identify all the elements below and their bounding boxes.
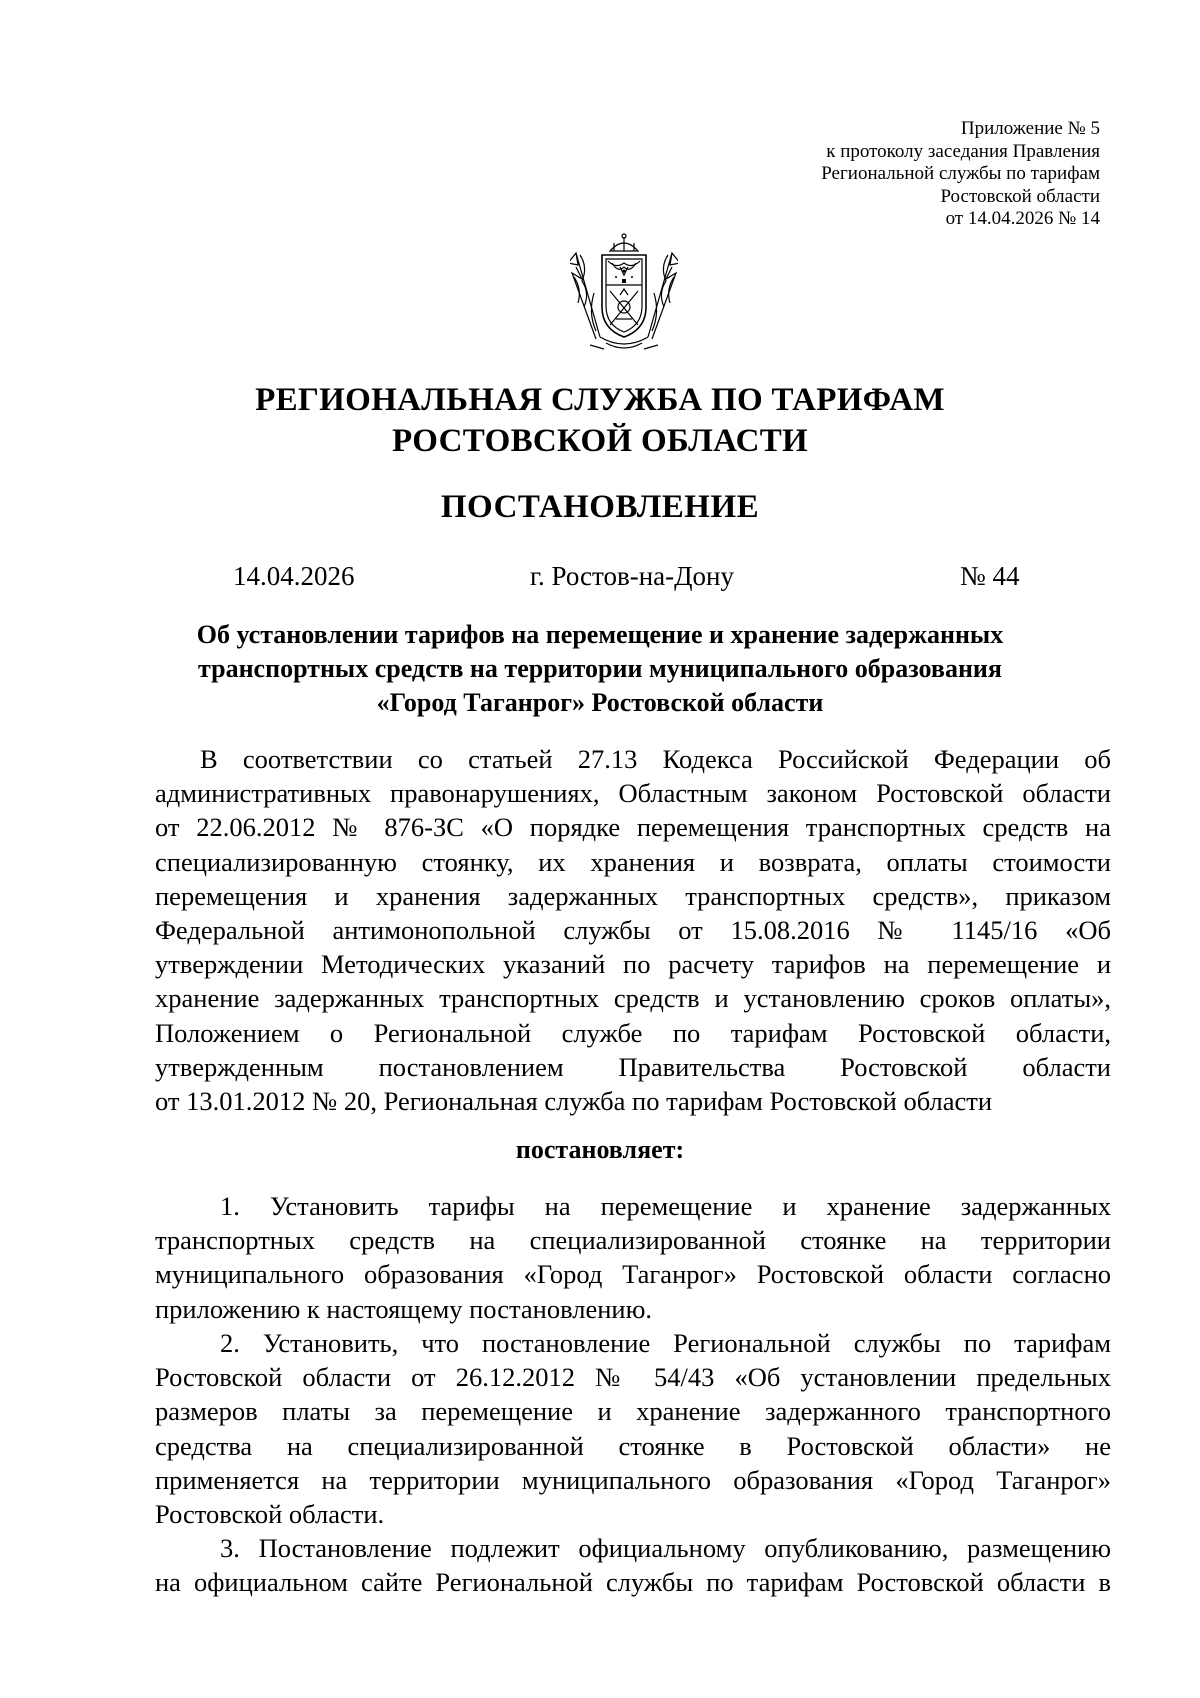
subject-line: транспортных средств на территории муниципального образования: [198, 654, 1002, 683]
text-line: Положением о Региональной службе по тарифам Ростовской области,: [155, 1017, 1111, 1048]
text-line: приложению к настоящему постановлению.: [155, 1293, 653, 1324]
appendix-block: [821, 118, 1100, 231]
text-line: утверждении Методических указаний по расчету тарифов на перемещение и: [155, 949, 1111, 980]
text-line: 2. Установить, что постановление Региональной службы по тарифам: [220, 1328, 1111, 1358]
text-line: от 13.01.2012 № 20, Региональная служба по тарифам Ростовской области: [155, 1086, 993, 1117]
text-line: Ростовской области.: [155, 1499, 385, 1530]
text-line: транспортных средств на специализированной стоянке на территории: [155, 1225, 1111, 1256]
document-subject: [0, 618, 1200, 720]
text-line: средства на специализированной стоянке в Ростовской области» не: [155, 1430, 1111, 1461]
text-line: специализированную стоянку, их хранения и возврата, оплаты стоимости: [155, 846, 1111, 877]
document-type: ПОСТАНОВЛЕНИЕ: [440, 489, 760, 525]
resolves-heading: постановляет:: [515, 1135, 685, 1164]
text-line: административных правонарушениях, Областным законом Ростовской области: [155, 778, 1111, 809]
text-line: утвержденным постановлением Правительства Ростовской области: [155, 1051, 1111, 1082]
text-line: 1. Установить тарифы на перемещение и хранение задержанных: [220, 1191, 1111, 1221]
subject-line: «Город Таганрог» Ростовской области: [376, 688, 824, 717]
document-date: 14.04.2026: [233, 561, 355, 591]
text-line: от 22.06.2012 № 876-ЗС «О порядке перемещения транспортных средств на: [155, 812, 1111, 843]
document-city: г. Ростов-на-Дону: [530, 561, 735, 591]
clause-3: [155, 1531, 1111, 1599]
clause-1: [155, 1189, 1111, 1326]
organization-name-line: РОСТОВСКОЙ ОБЛАСТИ: [392, 423, 808, 459]
document-meta-line: [0, 558, 1200, 594]
appendix-line: от 14.04.2026 № 14: [945, 208, 1100, 229]
text-line: В соответствии со статьей 27.13 Кодекса Российской Федерации об: [200, 744, 1111, 774]
document-number: № 44: [960, 561, 1020, 591]
text-line: 3. Постановление подлежит официальному опубликованию, размещению: [220, 1533, 1111, 1563]
text-line: Ростовской области от 26.12.2012 № 54/43 «Об установлении предельных: [155, 1362, 1111, 1393]
appendix-line: Приложение № 5: [960, 118, 1100, 139]
appendix-line: Региональной службы по тарифам: [821, 163, 1100, 184]
text-line: применяется на территории муниципального образования «Город Таганрог»: [155, 1464, 1111, 1495]
text-line: размеров платы за перемещение и хранение задержанного транспортного: [155, 1396, 1111, 1427]
coat-of-arms-icon: [570, 233, 678, 355]
clause-2: [155, 1326, 1111, 1531]
appendix-line: к протоколу заседания Правления: [826, 140, 1100, 162]
preamble-paragraph: [155, 742, 1111, 1118]
organization-name-line: РЕГИОНАЛЬНАЯ СЛУЖБА ПО ТАРИФАМ: [255, 382, 945, 418]
text-line: хранение задержанных транспортных средств и установлению сроков оплаты»,: [155, 983, 1111, 1014]
text-line: перемещения и хранения задержанных транспортных средств», приказом: [155, 880, 1111, 911]
organization-name: [0, 380, 1200, 462]
text-line: Федеральной антимонопольной службы от 15.08.2016 № 1145/16 «Об: [155, 915, 1111, 946]
text-line: муниципального образования «Город Таганрог» Ростовской области согласно: [155, 1259, 1111, 1290]
text-line: на официальном сайте Региональной службы по тарифам Ростовской области в: [155, 1567, 1111, 1598]
subject-line: Об установлении тарифов на перемещение и хранение задержанных: [196, 620, 1004, 649]
appendix-line: Ростовской области: [940, 185, 1100, 207]
